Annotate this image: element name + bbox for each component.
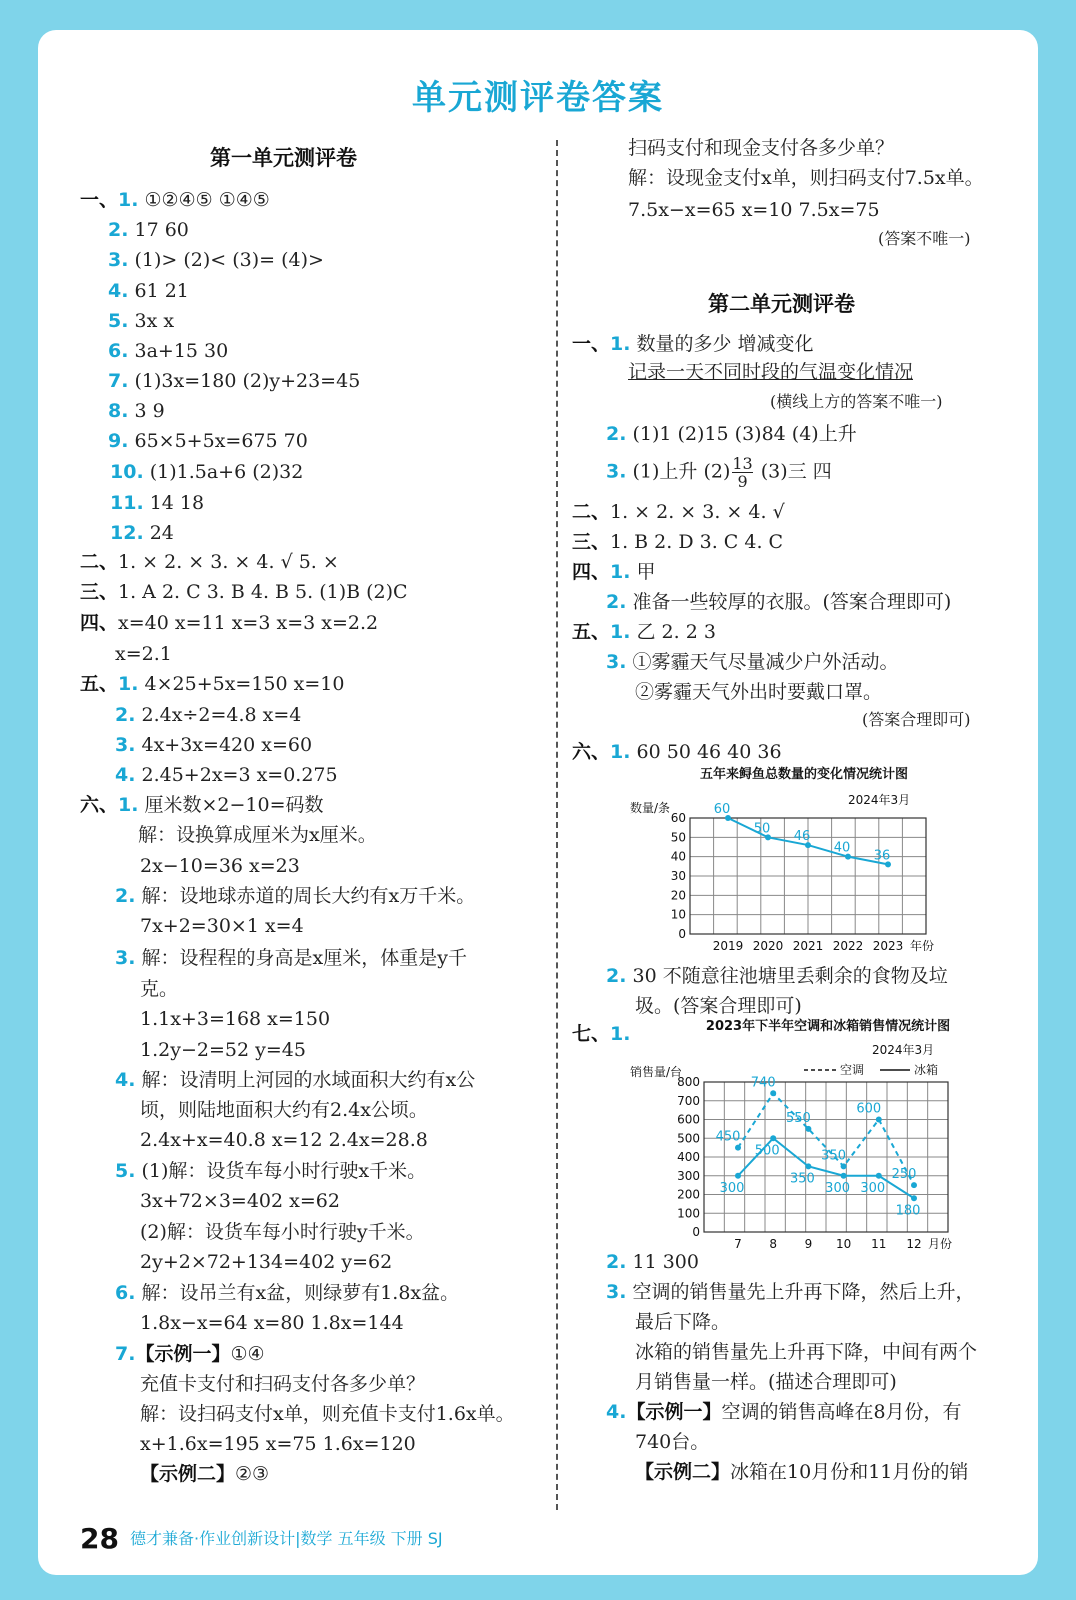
u2-q7-3b: 最后下降。 xyxy=(635,1311,731,1333)
u2-q4-2: 2. 准备一些较厚的衣服。(答案合理即可) xyxy=(606,591,952,613)
y-tick-label: 300 xyxy=(677,1168,700,1183)
u2-q5-3c: (答案合理即可) xyxy=(862,710,971,729)
u1-q6-6b: 1.8x−x=64 x=80 1.8x=144 xyxy=(140,1312,404,1334)
u1-q6-3c: 1.1x+3=168 x=150 xyxy=(140,1008,331,1030)
page-number: 28 xyxy=(80,1522,119,1555)
u1-q1-2: 2. 17 60 xyxy=(108,219,189,241)
u2-q5-3b: ②雾霾天气外出时要戴口罩。 xyxy=(635,681,883,703)
legend-ac-label: 空调 xyxy=(840,1063,865,1077)
y-tick-label: 500 xyxy=(677,1131,700,1146)
u2-q4-1: 四、1. 甲 xyxy=(572,561,656,583)
data-point xyxy=(911,1182,917,1188)
data-point xyxy=(876,1173,882,1179)
u1-q1-7: 7. (1)3x=180 (2)y+23=45 xyxy=(108,370,361,392)
data-label: 500 xyxy=(754,1143,780,1159)
u2-section2: 二、1. × 2. × 3. × 4. √ xyxy=(572,501,785,523)
data-label: 250 xyxy=(891,1167,917,1183)
u1-q6-7c: 解：设扫码支付x单，则充值卡支付1.6x单。 xyxy=(140,1403,515,1425)
y-tick-label: 40 xyxy=(670,849,686,864)
u1-section4: 四、x=40 x=11 x=3 x=3 x=2.2 xyxy=(80,612,379,634)
data-point xyxy=(805,1163,811,1169)
data-point xyxy=(805,1126,811,1132)
u1-q6-2b: 7x+2=30×1 x=4 xyxy=(140,915,304,937)
x-axis-label: 月份 xyxy=(928,1237,953,1251)
chart-date: 2024年3月 xyxy=(872,1043,935,1057)
data-label: 450 xyxy=(715,1129,741,1145)
y-tick-label: 30 xyxy=(670,869,686,883)
y-tick-label: 200 xyxy=(677,1187,700,1202)
u2-q1-1c: (横线上方的答案不唯一) xyxy=(770,392,943,411)
u2-q7-3d: 月销售量一样。(描述合理即可) xyxy=(635,1371,897,1393)
u2-q1-1: 一、1. 数量的多少 增减变化 xyxy=(572,333,814,355)
u2-q6-2b: 圾。(答案合理即可) xyxy=(635,995,802,1017)
r-line2: 解：设现金支付x单，则扫码支付7.5x单。 xyxy=(628,167,984,189)
y-tick-label: 400 xyxy=(677,1150,700,1164)
data-label: 60 xyxy=(713,802,731,817)
x-tick-label: 12 xyxy=(906,1237,922,1251)
y-tick-label: 50 xyxy=(670,830,686,845)
data-label: 600 xyxy=(856,1101,882,1117)
u2-q7-4: 4.【示例一】空调的销售高峰在8月份，有 xyxy=(606,1401,962,1423)
fraction: $\frac{13}{9}$ xyxy=(732,454,753,491)
u2-q5-1: 五、1. 乙 2. 2 3 xyxy=(572,621,716,643)
chart-title: 五年来鲟鱼总数量的变化情况统计图 xyxy=(699,767,909,782)
chart-date: 2024年3月 xyxy=(848,793,911,807)
y-tick-label: 20 xyxy=(670,888,686,903)
u1-q1-8: 8. 3 9 xyxy=(108,400,165,422)
data-label: 36 xyxy=(873,848,891,864)
u1-q1-10: 10. (1)1.5a+6 (2)32 xyxy=(110,461,304,483)
data-point xyxy=(770,1090,776,1096)
u1-q1-9: 9. 65×5+5x=675 70 xyxy=(108,430,308,452)
u2-q6-2: 2. 30 不随意往池塘里丢剩余的食物及垃 xyxy=(606,965,948,987)
y-axis-label: 销售量/台 xyxy=(630,1065,683,1079)
x-tick-label: 11 xyxy=(871,1237,887,1251)
data-label: 300 xyxy=(825,1180,851,1196)
data-label: 40 xyxy=(833,840,851,856)
y-tick-label: 800 xyxy=(677,1075,700,1089)
u2-q1-1b: 记录一天不同时段的气温变化情况 xyxy=(628,361,914,383)
data-label: 50 xyxy=(753,821,771,837)
u2-q7-1: 七、1. xyxy=(572,1023,631,1045)
u1-q1-6: 6. 3a+15 30 xyxy=(108,340,229,362)
footer-text: 德才兼备·作业创新设计|数学 五年级 下册 SJ xyxy=(130,1529,443,1548)
u1-q5-4: 4. 2.45+2x=3 x=0.275 xyxy=(115,764,338,786)
x-tick-label: 8 xyxy=(769,1237,778,1251)
x-tick-label: 2022 xyxy=(832,939,864,953)
u2-q1-3: 3. (1)上升 (2) $\frac{13}{9}$ (3)三 四 xyxy=(606,454,832,491)
column-divider xyxy=(556,140,558,1510)
y-tick-label: 700 xyxy=(677,1093,700,1108)
u1-q6-5: 5. (1)解：设货车每小时行驶x千米。 xyxy=(115,1160,427,1182)
x-axis-label: 年份 xyxy=(910,939,935,953)
u1-q1-1: 一、1. ①②④⑤ ①④⑤ xyxy=(80,189,270,211)
u1-q1-4: 4. 61 21 xyxy=(108,280,189,302)
u1-section2: 二、1. × 2. × 3. × 4. √ 5. × xyxy=(80,551,339,573)
unit2-title: 第二单元测评卷 xyxy=(708,292,855,316)
x-tick-label: 2023 xyxy=(872,939,904,953)
u1-q1-3: 3. (1)> (2)< (3)= (4)> xyxy=(108,249,324,271)
u1-q6-2: 2. 解：设地球赤道的周长大约有x万千米。 xyxy=(115,885,476,907)
u1-q6-4c: 2.4x+x=40.8 x=12 2.4x=28.8 xyxy=(140,1129,428,1151)
data-point xyxy=(841,1163,847,1169)
x-tick-label: 2019 xyxy=(712,939,744,953)
y-tick-label: 100 xyxy=(677,1206,700,1221)
u1-q6-7: 7.【示例一】①④ xyxy=(115,1343,265,1365)
data-label: 300 xyxy=(719,1180,745,1196)
u1-q5-3: 3. 4x+3x=420 x=60 xyxy=(115,734,313,756)
y-tick-label: 600 xyxy=(677,1112,700,1127)
data-label: 550 xyxy=(785,1110,811,1126)
x-tick-label: 2021 xyxy=(792,939,824,953)
data-label: 350 xyxy=(789,1171,815,1187)
data-point xyxy=(876,1117,882,1123)
chart-title: 2023年下半年空调和冰箱销售情况统计图 xyxy=(705,1019,951,1034)
y-tick-label: 10 xyxy=(670,907,686,922)
u1-q6-5c: (2)解：设货车每小时行驶y千米。 xyxy=(140,1221,425,1243)
u1-q6-3: 3. 解：设程程的身高是x厘米，体重是y千 xyxy=(115,947,467,969)
u2-q7-3c: 冰箱的销售量先上升再下降，中间有两个 xyxy=(635,1341,978,1363)
u1-q6-1: 六、1. 厘米数×2−10=码数 xyxy=(80,794,324,816)
u1-q6-7d: x+1.6x=195 x=75 1.6x=120 xyxy=(140,1433,416,1455)
y-tick-label: 60 xyxy=(670,811,686,825)
x-tick-label: 9 xyxy=(804,1237,813,1251)
x-tick-label: 7 xyxy=(734,1237,742,1251)
u1-q6-7e: 【示例二】②③ xyxy=(140,1463,270,1485)
u1-q5-2: 2. 2.4x÷2=4.8 x=4 xyxy=(115,704,302,726)
y-tick-label: 0 xyxy=(692,1225,700,1239)
u2-q5-3: 3. ①雾霾天气尽量减少户外活动。 xyxy=(606,651,899,673)
u2-q7-4c: 【示例二】冰箱在10月份和11月份的销 xyxy=(635,1461,969,1483)
sturgeon-line-chart xyxy=(628,766,968,976)
u2-q1-2: 2. (1)1 (2)15 (3)84 (4)上升 xyxy=(606,423,857,445)
u1-q1-12: 12. 24 xyxy=(110,522,174,544)
u1-q6-6: 6. 解：设吊兰有x盆，则绿萝有1.8x盆。 xyxy=(115,1282,460,1304)
data-point xyxy=(911,1195,917,1201)
y-tick-label: 0 xyxy=(678,927,686,941)
r-line3: 7.5x−x=65 x=10 7.5x=75 xyxy=(628,199,880,221)
data-point xyxy=(735,1145,741,1151)
u2-q6-1: 六、1. 60 50 46 40 36 xyxy=(572,741,782,763)
data-point xyxy=(735,1173,741,1179)
u2-q7-4b: 740台。 xyxy=(635,1431,710,1453)
ac-fridge-line-chart xyxy=(628,1018,1008,1254)
u1-q6-3d: 1.2y−2=52 y=45 xyxy=(140,1039,306,1061)
data-label: 350 xyxy=(821,1148,847,1164)
unit1-title: 第一单元测评卷 xyxy=(210,146,357,170)
data-label: 740 xyxy=(750,1075,776,1091)
page-title: 单元测评卷答案 xyxy=(412,78,664,118)
u1-q6-5b: 3x+72×3=402 x=62 xyxy=(140,1190,340,1212)
u1-q6-5d: 2y+2×72+134=402 y=62 xyxy=(140,1251,393,1273)
data-point xyxy=(770,1135,776,1141)
legend-fridge-label: 冰箱 xyxy=(914,1063,939,1077)
r-line1: 扫码支付和现金支付各多少单？ xyxy=(628,137,895,159)
u1-q1-11: 11. 14 18 xyxy=(110,492,205,514)
u1-section4-b: x=2.1 xyxy=(115,643,172,665)
y-axis-label: 数量/条 xyxy=(630,801,671,815)
data-point xyxy=(841,1173,847,1179)
u2-q7-2: 2. 11 300 xyxy=(606,1251,699,1273)
u1-q1-5: 5. 3x x xyxy=(108,310,175,332)
u1-q5-1: 五、1. 4×25+5x=150 x=10 xyxy=(80,673,345,695)
u1-q6-4: 4. 解：设清明上河园的水域面积大约有x公 xyxy=(115,1069,476,1091)
u1-q6-1c: 2x−10=36 x=23 xyxy=(140,855,300,877)
x-tick-label: 2020 xyxy=(752,939,784,953)
data-label: 46 xyxy=(793,829,811,845)
u1-q6-4b: 顷，则陆地面积大约有2.4x公顷。 xyxy=(140,1099,428,1121)
u1-section3: 三、1. A 2. C 3. B 4. B 5. (1)B (2)C xyxy=(80,581,408,603)
x-tick-label: 10 xyxy=(835,1237,852,1251)
u2-section3: 三、1. B 2. D 3. C 4. C xyxy=(572,531,784,553)
u1-q6-3b: 克。 xyxy=(140,978,179,1000)
r-line4: (答案不唯一) xyxy=(878,229,971,248)
data-label: 300 xyxy=(860,1180,886,1196)
u1-q6-1b: 解：设换算成厘米为x厘米。 xyxy=(138,824,377,846)
data-label: 180 xyxy=(895,1203,921,1219)
u1-q6-7b: 充值卡支付和扫码支付各多少单？ xyxy=(140,1373,426,1395)
u2-q7-3: 3. 空调的销售量先上升再下降，然后上升， xyxy=(606,1281,975,1303)
